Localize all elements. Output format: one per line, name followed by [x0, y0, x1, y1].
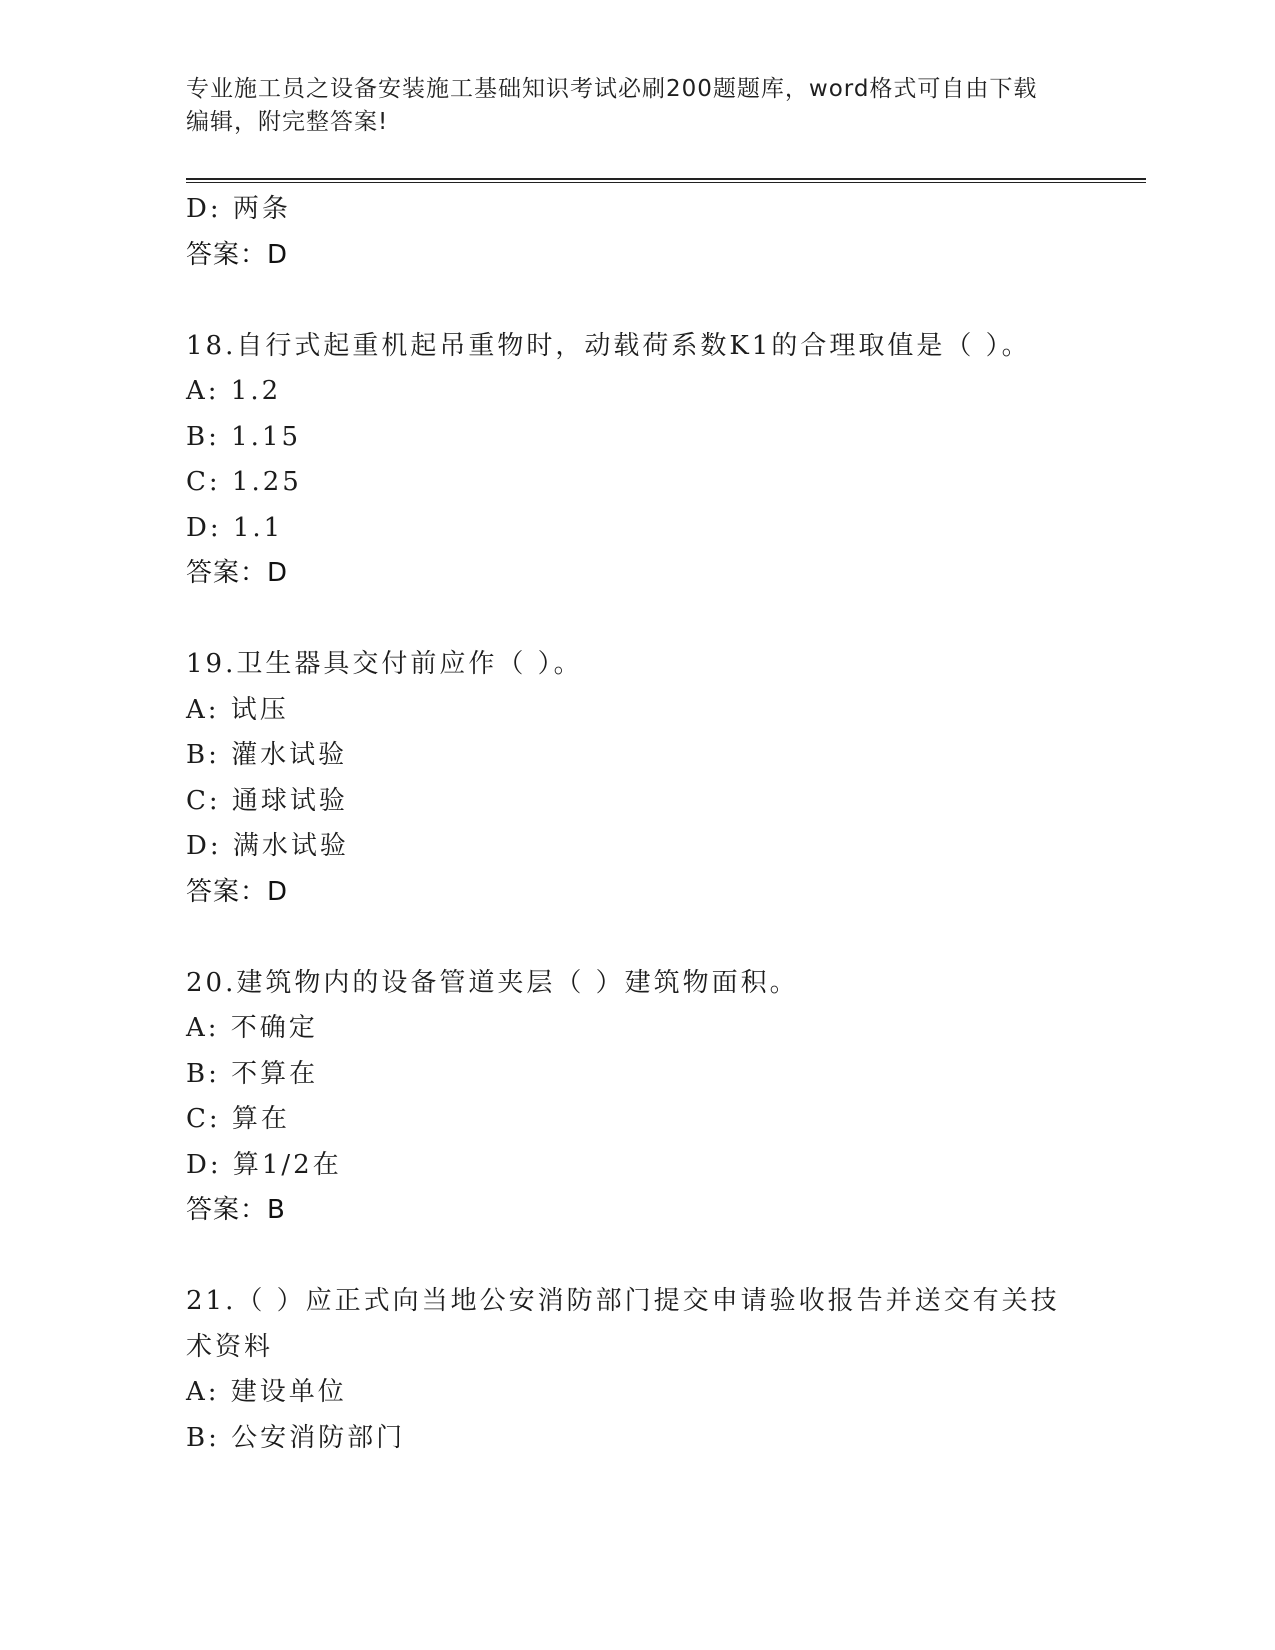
question-title: 18.自行式起重机起吊重物时，动载荷系数K1的合理取值是（ ）。 [186, 330, 1031, 361]
question-title: 20.建筑物内的设备管道夹层（ ）建筑物面积。 [186, 967, 799, 998]
header-rule-thick [186, 178, 1146, 180]
question-title-line-1: 21.（ ）应正式向当地公安消防部门提交申请验收报告并送交有关技 [186, 1286, 1060, 1316]
option-b: B: 1.15 [186, 421, 302, 452]
question-content [186, 187, 1146, 1461]
option-d: D: 算1/2在 [186, 1149, 342, 1180]
answer-line: 答案：D [186, 558, 289, 588]
option-c: C: 通球试验 [186, 785, 348, 816]
option-c: C: 1.25 [186, 467, 302, 497]
option-a: A: 建设单位 [186, 1377, 347, 1407]
option-d: D: 满水试验 [186, 831, 349, 861]
option-c: C: 算在 [186, 1104, 290, 1134]
page-header [186, 73, 1066, 139]
option-b: B: 灌水试验 [186, 740, 348, 770]
header-rule-thin [186, 182, 1146, 183]
option-b: B: 不算在 [186, 1058, 319, 1089]
header-line-1: 专业施工员之设备安装施工基础知识考试必刷200题题库，word格式可自由下载 [186, 76, 1038, 102]
option-a: A: 1.2 [186, 376, 282, 406]
option-a: A: 试压 [186, 694, 289, 725]
answer-line: 答案：D [186, 876, 289, 907]
header-line-2: 编辑，附完整答案! [186, 109, 389, 135]
question-title: 19.卫生器具交付前应作（ ）。 [186, 649, 583, 679]
answer-line: 答案：D [186, 239, 289, 270]
answer-line: 答案：B [186, 1195, 286, 1225]
question-title-line-2: 术资料 [186, 1331, 274, 1362]
option-a: A: 不确定 [186, 1013, 318, 1043]
option-d: D: 1.1 [186, 512, 284, 543]
option-d: D: 两条 [186, 194, 291, 224]
option-b: B: 公安消防部门 [186, 1422, 406, 1453]
